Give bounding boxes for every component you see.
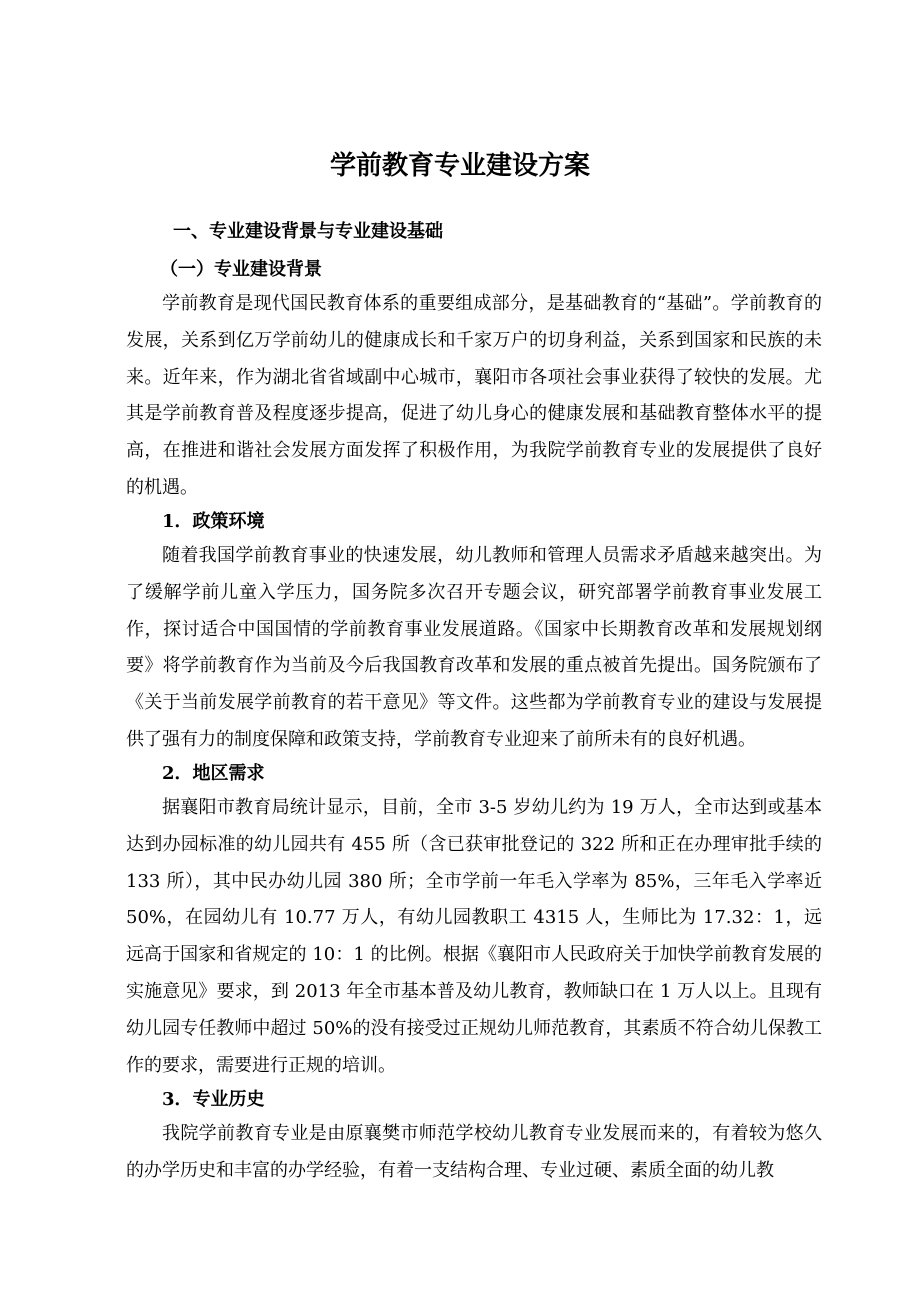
item-heading-program-history: 3．专业历史 — [162, 1089, 265, 1110]
subsection-heading-background: （一）专业建设背景 — [160, 259, 322, 280]
item-heading-regional-demand: 2．地区需求 — [162, 763, 265, 784]
item-heading-policy-environment: 1．政策环境 — [162, 511, 265, 532]
section-heading-background-and-basis: 一、专业建设背景与专业建设基础 — [173, 221, 443, 242]
paragraph-policy-environment: 随着我国学前教育事业的快速发展，幼儿教师和管理人员需求矛盾越来越突出。为了缓解学前儿童入学压力，国务院多次召开专题会议，研究部署学前教育事业发展工作，探讨适合中国国情的学前教育事业发展道路。《国家中长期教育改革和发展规划纲要》将学前教育作为当前及今后我国教育改革和发展的重点被首先提出。国务院颁布了《关于当前发展学前教育的若干意见》等文件。这些都为学前教育专业的建设与发展提供了强有力的制度保障和政策支持，学前教育专业迎来了前所未有的良好机遇。 — [126, 545, 822, 750]
paragraph-introduction: 学前教育是现代国民教育体系的重要组成部分，是基础教育的“基础”。学前教育的发展，关系到亿万学前幼儿的健康成长和千家万户的切身利益，关系到国家和民族的未来。近年来，作为湖北省省域副中心城市，襄阳市各项社会事业获得了较快的发展。尤其是学前教育普及程度逐步提高，促进了幼儿身心的健康发展和基础教育整体水平的提高，在推进和谐社会发展方面发挥了积极作用，为我院学前教育专业的发展提供了良好的机遇。 — [126, 293, 822, 498]
paragraph-program-history: 我院学前教育专业是由原襄樊市师范学校幼儿教育专业发展而来的，有着较为悠久的办学历史和丰富的办学经验，有着一支结构合理、专业过硬、素质全面的幼儿教 — [126, 1123, 822, 1181]
paragraph-regional-demand: 据襄阳市教育局统计显示，目前，全市 3-5 岁幼儿约为 19 万人，全市达到或基本达到办园标准的幼儿园共有 455 所（含已获审批登记的 322 所和正在办理审批手续的 133 所），其中民办幼儿园 380 所；全市学前一年毛入学率为 85%，三年毛入学率近 50%，在园幼儿有 10.77 万人，有幼儿园教职工 4315 人，生师比为 17.32：1，远远高于国家和省规定的 10：1 的比例。根据《襄阳市人民政府关于加快学前教育发展的实施意见》要求，到 2013 年全市基本普及幼儿教育，教师缺口在 1 万人以上。且现有幼儿园专任教师中超过 50%的没有接受过正规幼儿师范教育，其素质不符合幼儿保教工作的要求，需要进行正规的培训。 — [126, 797, 822, 1076]
document-title: 学前教育专业建设方案 — [329, 151, 590, 181]
